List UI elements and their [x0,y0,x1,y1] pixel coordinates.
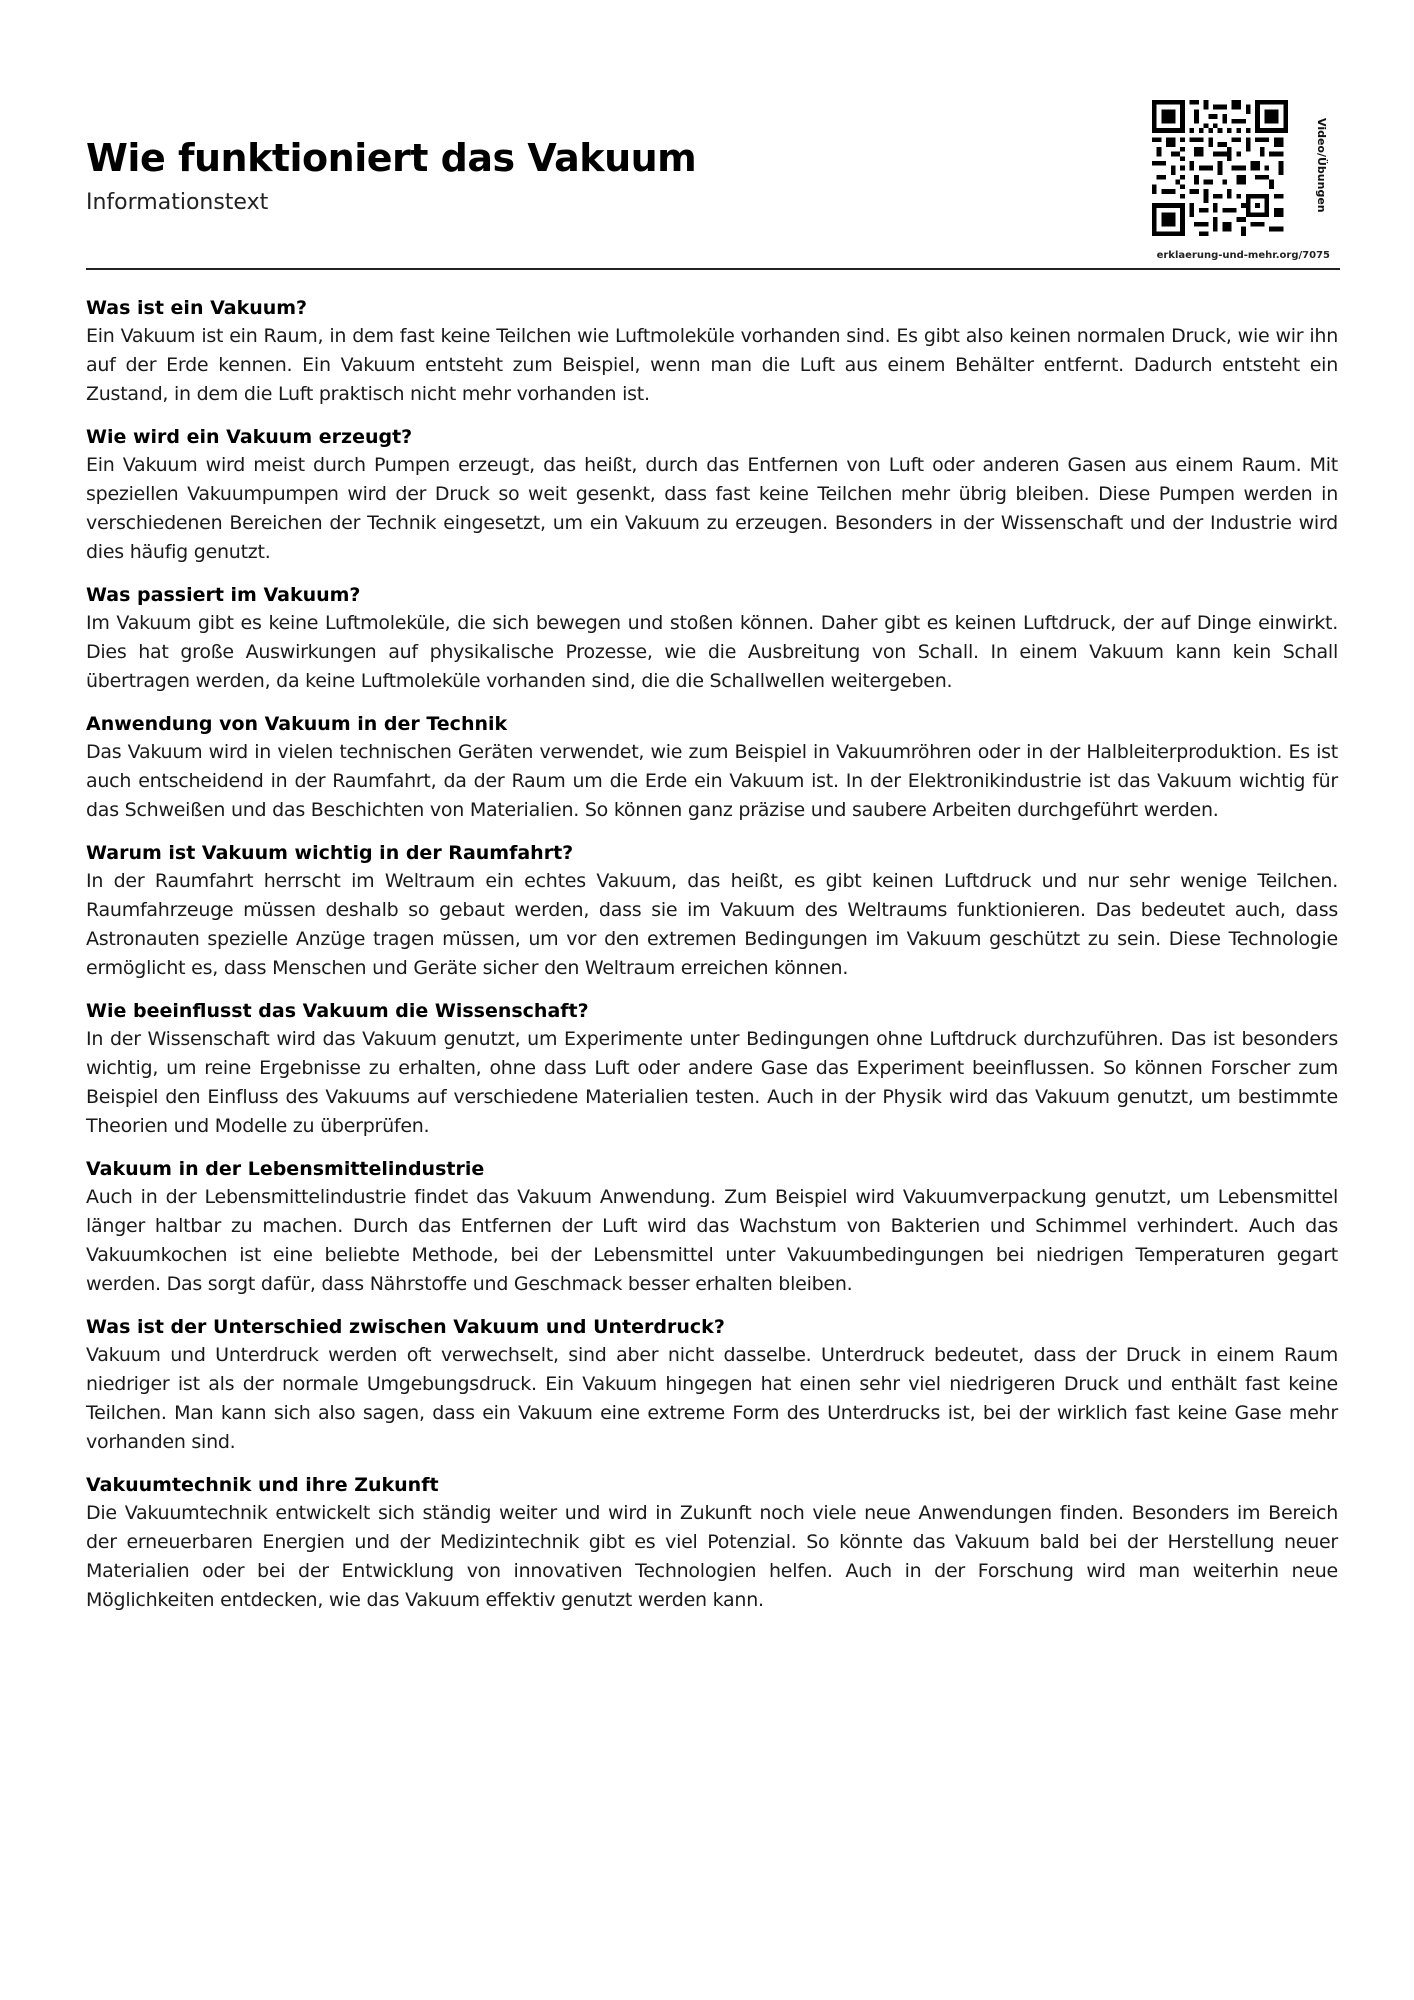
section-was-ist-ein-vakuum [86,294,1338,409]
section-technik [86,710,1338,825]
section-vakuum-erzeugen [86,423,1338,567]
section-heading: Anwendung von Vakuum in der Technik [86,713,508,735]
header [86,100,1340,270]
video-exercises-label: Video/Übungen [1315,118,1328,213]
main-content [86,294,1338,1629]
section-heading: Was passiert im Vakuum? [86,584,361,606]
section-unterdruck [86,1313,1338,1457]
section-text: Das Vakuum wird in vielen technischen Geräten verwendet, wie zum Beispiel in Vakuumröhren oder in der Halbleiterproduktion. Es ist auch entscheidend in der Raumfahrt, da der Raum um die Erde ein Vakuum ist. In der Elektronikindustrie ist das Vakuum wichtig für das Schweißen und das Beschichten von Materialien. So können ganz präzise und saubere Arbeiten durchgeführt werden. [86,741,1338,821]
section-text: In der Wissenschaft wird das Vakuum genutzt, um Experimente unter Bedingungen ohne Luftdruck durchzuführen. Das ist besonders wichtig, um reine Ergebnisse zu erhalten, ohne dass Luft oder andere Gase das Experiment beeinflussen. So können Forscher zum Beispiel den Einfluss des Vakuums auf verschiedene Materialien testen. Auch in der Physik wird das Vakuum genutzt, um bestimmte Theorien und Modelle zu überprüfen. [86,1028,1338,1137]
header-divider [86,268,1340,270]
section-text: Ein Vakuum wird meist durch Pumpen erzeugt, das heißt, durch das Entfernen von Luft oder anderen Gasen aus einem Raum. Mit speziellen Vakuumpumpen wird der Druck so weit gesenkt, dass fast keine Teilchen mehr übrig bleiben. Diese Pumpen werden in verschiedenen Bereichen der Technik eingesetzt, um ein Vakuum zu erzeugen. Besonders in der Wissenschaft und der Industrie wird dies häufig genutzt. [86,454,1338,563]
section-heading: Was ist der Unterschied zwischen Vakuum und Unterdruck? [86,1316,725,1338]
section-raumfahrt [86,839,1338,983]
section-text: In der Raumfahrt herrscht im Weltraum ein echtes Vakuum, das heißt, es gibt keinen Luftdruck und nur sehr wenige Teilchen. Raumfahrzeuge müssen deshalb so gebaut werden, dass sie im Vakuum des Weltraums funktionieren. Das bedeutet auch, dass Astronauten spezielle Anzüge tragen müssen, um vor den extremen Bedingungen im Vakuum geschützt zu sein. Diese Technologie ermöglicht es, dass Menschen und Geräte sicher den Weltraum erreichen können. [86,870,1338,979]
section-heading: Wie wird ein Vakuum erzeugt? [86,426,413,448]
page-subtitle: Informationstext [86,190,269,215]
section-text: Ein Vakuum ist ein Raum, in dem fast keine Teilchen wie Luftmoleküle vorhanden sind. Es gibt also keinen normalen Druck, wie wir ihn auf der Erde kennen. Ein Vakuum entsteht zum Beispiel, wenn man die Luft aus einem Behälter entfernt. Dadurch entsteht ein Zustand, in dem die Luft praktisch nicht mehr vorhanden ist. [86,325,1338,405]
section-zukunft [86,1471,1338,1615]
section-lebensmittelindustrie [86,1155,1338,1299]
section-wissenschaft [86,997,1338,1141]
section-text: Auch in der Lebensmittelindustrie findet das Vakuum Anwendung. Zum Beispiel wird Vakuumverpackung genutzt, um Lebensmittel länger haltbar zu machen. Durch das Entfernen der Luft wird das Wachstum von Bakterien und Schimmel verhindert. Auch das Vakuumkochen ist eine beliebte Methode, bei der Lebensmittel unter Vakuumbedingungen bei niedrigen Temperaturen gegart werden. Das sorgt dafür, dass Nährstoffe und Geschmack besser erhalten bleiben. [86,1186,1338,1295]
section-text: Die Vakuumtechnik entwickelt sich ständig weiter und wird in Zukunft noch viele neue Anwendungen finden. Besonders im Bereich der erneuerbaren Energien und der Medizintechnik gibt es viel Potenzial. So könnte das Vakuum bald bei der Herstellung neuer Materialien oder bei der Entwicklung von innovativen Technologien helfen. Auch in der Forschung wird man weiterhin neue Möglichkeiten entdecken, wie das Vakuum effektiv genutzt werden kann. [86,1502,1338,1611]
source-url[interactable]: erklaerung-und-mehr.org/7075 [1156,250,1330,261]
section-text: Vakuum und Unterdruck werden oft verwechselt, sind aber nicht dasselbe. Unterdruck bedeutet, dass der Druck in einem Raum niedriger ist als der normale Umgebungsdruck. Ein Vakuum hingegen hat einen sehr viel niedrigeren Druck und enthält fast keine Teilchen. Man kann sich also sagen, dass ein Vakuum eine extreme Form des Unterdrucks ist, bei der wirklich fast keine Gase mehr vorhanden sind. [86,1344,1338,1453]
section-heading: Was ist ein Vakuum? [86,297,308,319]
section-heading: Warum ist Vakuum wichtig in der Raumfahrt? [86,842,574,864]
section-text: Im Vakuum gibt es keine Luftmoleküle, die sich bewegen und stoßen können. Daher gibt es keinen Luftdruck, der auf Dinge einwirkt. Dies hat große Auswirkungen auf physikalische Prozesse, wie die Ausbreitung von Schall. In einem Vakuum kann kein Schall übertragen werden, da keine Luftmoleküle vorhanden sind, die die Schallwellen weitergeben. [86,612,1338,692]
section-heading: Vakuumtechnik und ihre Zukunft [86,1474,439,1496]
page-title: Wie funktioniert das Vakuum [86,136,697,180]
section-heading: Wie beeinflusst das Vakuum die Wissenschaft? [86,1000,589,1022]
section-im-vakuum [86,581,1338,696]
section-heading: Vakuum in der Lebensmittelindustrie [86,1158,485,1180]
qr-code-icon[interactable] [1152,100,1288,236]
